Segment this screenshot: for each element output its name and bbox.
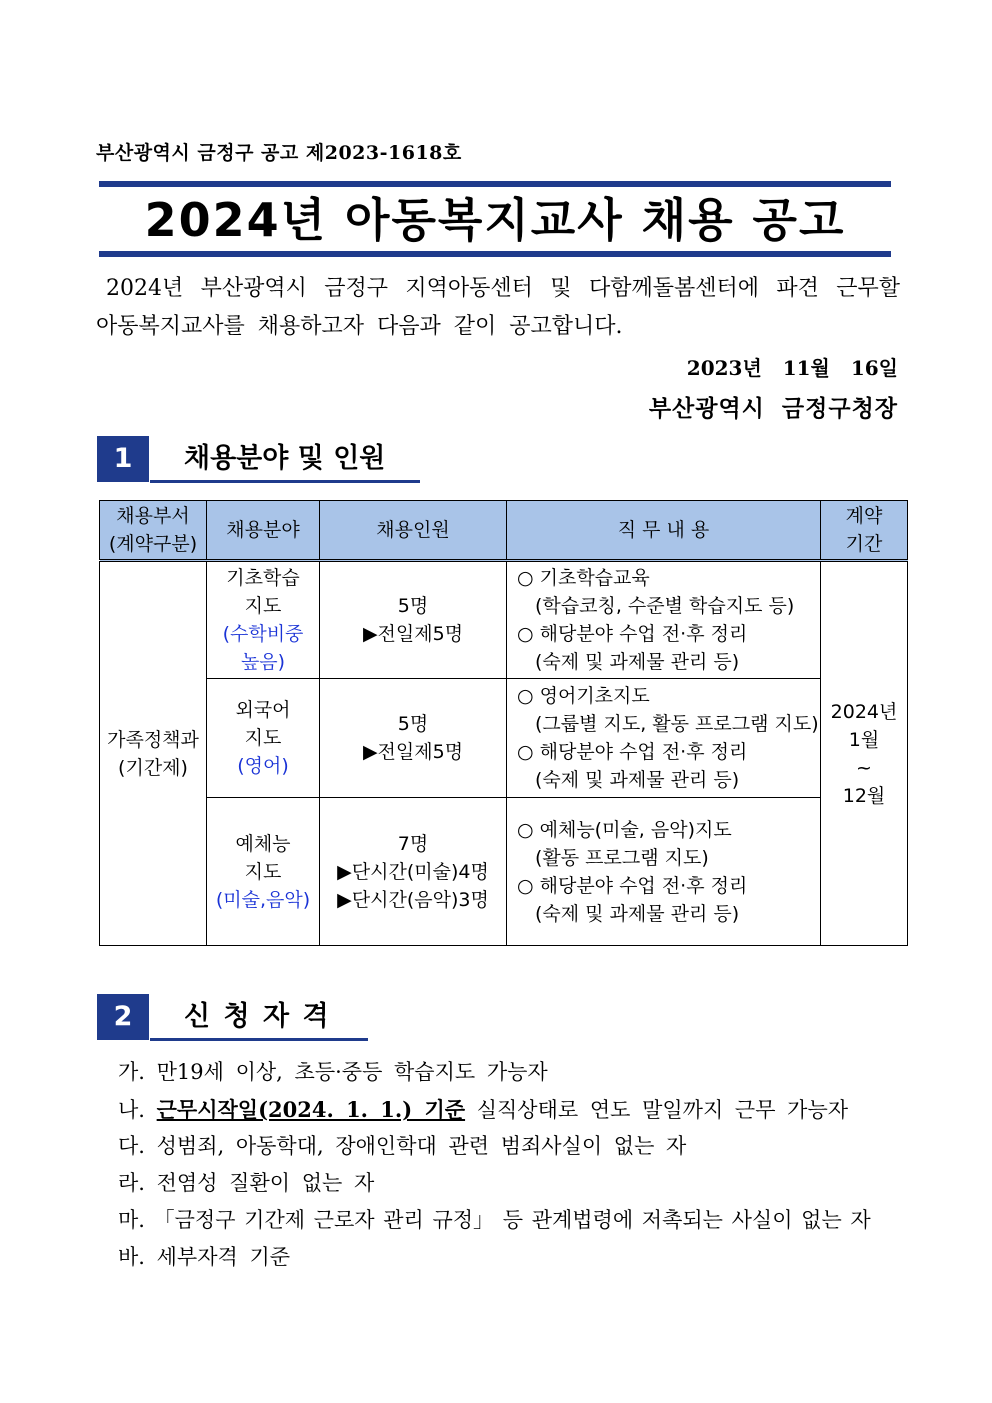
item-prefix: 다. xyxy=(118,1134,157,1158)
field-note: (수학비중 xyxy=(222,623,304,645)
field-name: 지도 xyxy=(244,595,282,617)
count-detail: ▶전일제5명 xyxy=(362,623,464,645)
title-top-rule xyxy=(99,181,891,187)
period-end: 12월 xyxy=(842,784,886,807)
duty-detail: (숙제 및 과제물 관리 등) xyxy=(535,902,740,925)
dept-cell xyxy=(100,561,207,946)
count-total: 7명 xyxy=(397,832,429,855)
section2-number: 2 xyxy=(97,994,149,1040)
period-tilde: ~ xyxy=(856,756,872,779)
item-prefix: 바. xyxy=(118,1245,157,1269)
item-text: 만19세 이상, 초등·중등 학습지도 가능자 xyxy=(156,1060,548,1084)
notice-number: 부산광역시 금정구 공고 제2023-1618호 xyxy=(96,142,462,164)
duty-item: ○ 기초학습교육 xyxy=(517,567,650,589)
qualification-item xyxy=(118,1091,848,1129)
qualification-item xyxy=(118,1054,548,1091)
count-detail: ▶전일제5명 xyxy=(362,741,464,763)
section1-underline xyxy=(150,480,420,483)
duty-item: ○ 예체능(미술, 음악)지도 xyxy=(517,818,732,841)
header-period xyxy=(821,501,908,561)
field-note: (영어) xyxy=(237,755,289,777)
qualification-item xyxy=(118,1239,290,1276)
item-prefix: 가. xyxy=(118,1060,157,1084)
duty-detail: (활동 프로그램 지도) xyxy=(535,846,709,869)
section2-title: 신 청 자 격 xyxy=(184,1001,331,1032)
item-text: 실직상태로 연도 말일까지 근무 가능자 xyxy=(465,1098,849,1122)
count-total: 5명 xyxy=(397,595,429,617)
table-row xyxy=(100,561,908,679)
field-cell xyxy=(207,561,320,679)
item-prefix: 마. xyxy=(118,1208,154,1232)
header-period-line2: 기간 xyxy=(845,533,883,555)
count-detail: ▶단시간(미술)4명 xyxy=(337,860,489,883)
duty-cell xyxy=(507,798,821,946)
field-note: (미술,음악) xyxy=(215,888,311,911)
notice-date: 2023년 11월 16일 xyxy=(686,356,898,380)
duty-item: ○ 해당분야 수업 전·후 정리 xyxy=(517,741,748,763)
count-detail: ▶단시간(음악)3명 xyxy=(337,888,489,911)
table-row xyxy=(100,798,908,946)
qualification-item xyxy=(118,1165,374,1202)
header-period-line1: 계약 xyxy=(845,505,883,527)
qualification-item xyxy=(118,1202,871,1239)
dept-name: 가족정책과 xyxy=(107,728,199,751)
section2-underline xyxy=(150,1038,368,1041)
header-dept-line1: 채용부서 xyxy=(116,505,190,527)
qualification-item xyxy=(118,1128,686,1165)
dept-contract-type: (기간제) xyxy=(118,756,188,779)
count-cell xyxy=(320,679,507,798)
field-name: 지도 xyxy=(244,860,282,883)
item-emphasis: 근무시작일(2024. 1. 1.) 기준 xyxy=(156,1097,466,1122)
item-prefix: 라. xyxy=(118,1171,157,1195)
duty-detail: (학습코칭, 수준별 학습지도 등) xyxy=(535,595,795,617)
table-header-row xyxy=(100,501,908,561)
section1-number: 1 xyxy=(97,436,149,482)
field-name: 기초학습 xyxy=(226,567,300,589)
period-start: 1월 xyxy=(848,728,880,751)
field-name: 예체능 xyxy=(235,832,291,855)
field-cell xyxy=(207,798,320,946)
item-text: 전염성 질환이 없는 자 xyxy=(156,1171,375,1195)
duty-detail: (숙제 및 과제물 관리 등) xyxy=(535,769,740,791)
header-dept-line2: (계약구분) xyxy=(108,533,198,555)
duty-cell xyxy=(507,561,821,679)
item-prefix: 나. xyxy=(118,1098,157,1122)
header-count: 채용인원 xyxy=(320,501,507,561)
duty-cell xyxy=(507,679,821,798)
header-dept xyxy=(100,501,207,561)
item-text: 세부자격 기준 xyxy=(156,1245,291,1269)
period-year: 2024년 xyxy=(830,700,898,723)
count-cell xyxy=(320,561,507,679)
duty-item: ○ 영어기초지도 xyxy=(517,685,650,707)
item-text: 성범죄, 아동학대, 장애인학대 관련 범죄사실이 없는 자 xyxy=(156,1134,687,1158)
duty-item: ○ 해당분야 수업 전·후 정리 xyxy=(517,874,748,897)
duty-item: ○ 해당분야 수업 전·후 정리 xyxy=(517,623,748,645)
duty-detail: (그룹별 지도, 활동 프로그램 지도) xyxy=(535,713,819,735)
title-bottom-rule xyxy=(99,251,891,257)
header-field: 채용분야 xyxy=(207,501,320,561)
recruitment-table xyxy=(99,500,908,946)
period-cell xyxy=(821,561,908,946)
table-row xyxy=(100,679,908,798)
header-duty: 직 무 내 용 xyxy=(507,501,821,561)
intro-paragraph: 2024년 부산광역시 금정구 지역아동센터 및 다함께돌봄센터에 파견 근무할 아동복지교사를 채용하고자 다음과 같이 공고합니다. xyxy=(96,276,900,339)
section1-title: 채용분야 및 인원 xyxy=(184,443,386,474)
field-name: 지도 xyxy=(244,727,282,749)
item-text: 「금정구 기간제 근로자 관리 규정」 등 관계법령에 저촉되는 사실이 없는 자 xyxy=(153,1208,871,1232)
count-total: 5명 xyxy=(397,713,429,735)
field-name: 외국어 xyxy=(235,699,291,721)
issuer-name: 부산광역시 금정구청장 xyxy=(648,395,898,422)
field-cell xyxy=(207,679,320,798)
duty-detail: (숙제 및 과제물 관리 등) xyxy=(535,651,740,673)
field-note: 높음) xyxy=(240,651,286,673)
page-title: 2024년 아동복지교사 채용 공고 xyxy=(144,193,846,247)
count-cell xyxy=(320,798,507,946)
